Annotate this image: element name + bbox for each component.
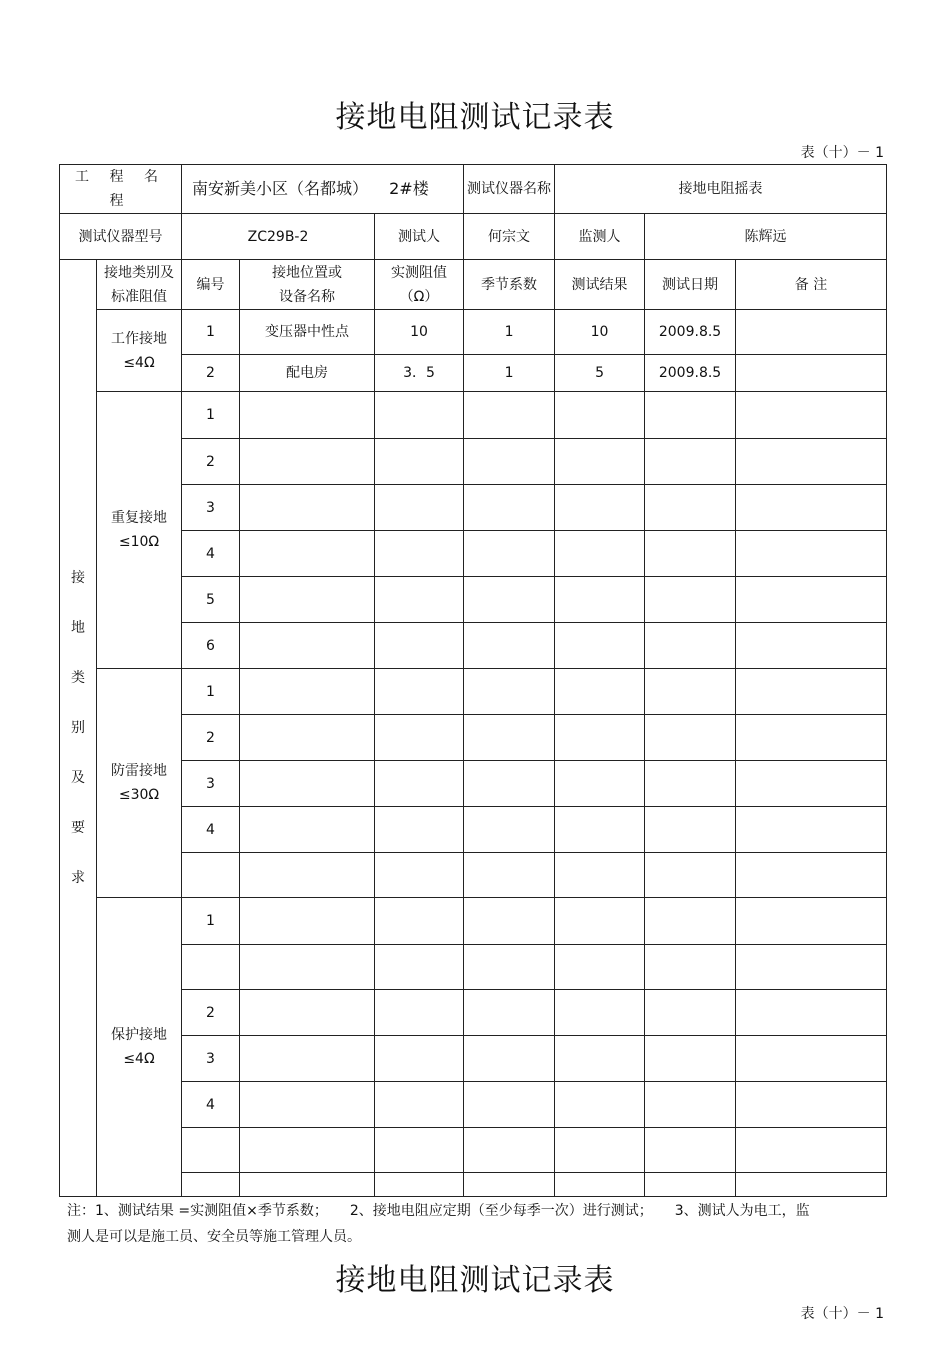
group-work: 工作接地 ≤4Ω [97,310,182,392]
table-row [60,623,887,669]
table-row [60,1128,887,1173]
cell-no [182,1173,240,1197]
cell-no: 6 [182,623,240,669]
side-char: 类 [71,670,85,686]
col-number: 编号 [182,260,240,310]
note-3: 3、测试人为电工，监 [674,1203,810,1219]
table-row [60,485,887,531]
cell-no: 3 [182,1036,240,1082]
col-remark: 备 注 [736,260,887,310]
table-row [60,531,887,577]
cell-no: 3 [182,761,240,807]
cell-no [182,1128,240,1173]
table-row [60,898,887,945]
cell-no: 2 [182,990,240,1036]
project-row [60,165,887,214]
monitor-value: 陈辉远 [645,214,887,260]
project-value [182,165,464,214]
model-label: 测试仪器型号 [60,214,182,260]
page-title-2: 接地电阻测试记录表 [335,1263,615,1298]
table-row [60,392,887,439]
cell-no: 4 [182,1082,240,1128]
tester-value: 何宗文 [464,214,555,260]
side-char: 接 [71,570,85,586]
grounding-record-table [59,164,887,1197]
side-char: 要 [71,820,85,836]
table-row [60,990,887,1036]
table-row [60,1082,887,1128]
cell-no: 2 [182,715,240,761]
cell-no: 4 [182,807,240,853]
cell-measured: 3．5 [375,355,464,392]
form-number-2: 表（十）－ 1 [800,1306,884,1322]
cell-remark [736,310,887,355]
instrument-name-value: 接地电阻摇表 [555,165,887,214]
note-1: 注：1、测试结果 =实测阻值×季节系数； [67,1203,328,1219]
cell-result: 10 [555,310,645,355]
table-row [60,669,887,715]
group-protect: 保护接地 ≤4Ω [97,898,182,1197]
project-label: 工 程 名 程 [60,165,182,214]
cell-no: 5 [182,577,240,623]
cell-no: 4 [182,531,240,577]
col-measured: 实测阻值 （Ω） [375,260,464,310]
form-number: 表（十）－ 1 [800,145,884,161]
cell-no: 2 [182,439,240,485]
table-row [60,1173,887,1197]
cell-location: 配电房 [240,355,375,392]
cell-no: 1 [182,392,240,439]
cell-result: 5 [555,355,645,392]
side-label [60,260,97,1197]
side-char: 地 [71,620,85,636]
table-row [60,715,887,761]
page-title: 接地电阻测试记录表 [335,100,615,135]
group-lightning: 防雷接地 ≤30Ω [97,669,182,898]
project-name: 南安新美小区（名都城） [192,179,369,198]
note-4: 测人是可以是施工员、安全员等施工管理人员。 [67,1229,361,1245]
model-value: ZC29B-2 [182,214,375,260]
cell-season: 1 [464,355,555,392]
cell-no: 1 [182,669,240,715]
cell-no [182,945,240,990]
cell-measured: 10 [375,310,464,355]
table-row [60,853,887,898]
group-repeat: 重复接地 ≤10Ω [97,392,182,669]
col-result: 测试结果 [555,260,645,310]
col-season: 季节系数 [464,260,555,310]
cell-no: 2 [182,355,240,392]
column-header-row [60,260,887,310]
table-row [60,807,887,853]
cell-season: 1 [464,310,555,355]
cell-no: 1 [182,310,240,355]
table-row [60,945,887,990]
cell-remark [736,355,887,392]
table-row [60,577,887,623]
monitor-label: 监测人 [555,214,645,260]
cell-no: 1 [182,898,240,945]
side-char: 及 [71,770,85,786]
col-location: 接地位置或 设备名称 [240,260,375,310]
note-2: 2、接地电阻应定期（至少每季一次）进行测试； [349,1203,653,1219]
footnote [67,1198,882,1250]
cell-no [182,853,240,898]
table-row [60,439,887,485]
side-char: 别 [71,720,85,736]
cell-location: 变压器中性点 [240,310,375,355]
instrument-name-label: 测试仪器名称 [464,165,555,214]
cell-date: 2009.8.5 [645,310,736,355]
table-row [60,310,887,355]
table-row [60,761,887,807]
building-number: 2#楼 [389,179,429,198]
instrument-row [60,214,887,260]
cell-date: 2009.8.5 [645,355,736,392]
col-date: 测试日期 [645,260,736,310]
tester-label: 测试人 [375,214,464,260]
col-category: 接地类别及 标准阻值 [97,260,182,310]
table-row [60,1036,887,1082]
cell-no: 3 [182,485,240,531]
table-row [60,355,887,392]
side-char: 求 [71,870,85,886]
